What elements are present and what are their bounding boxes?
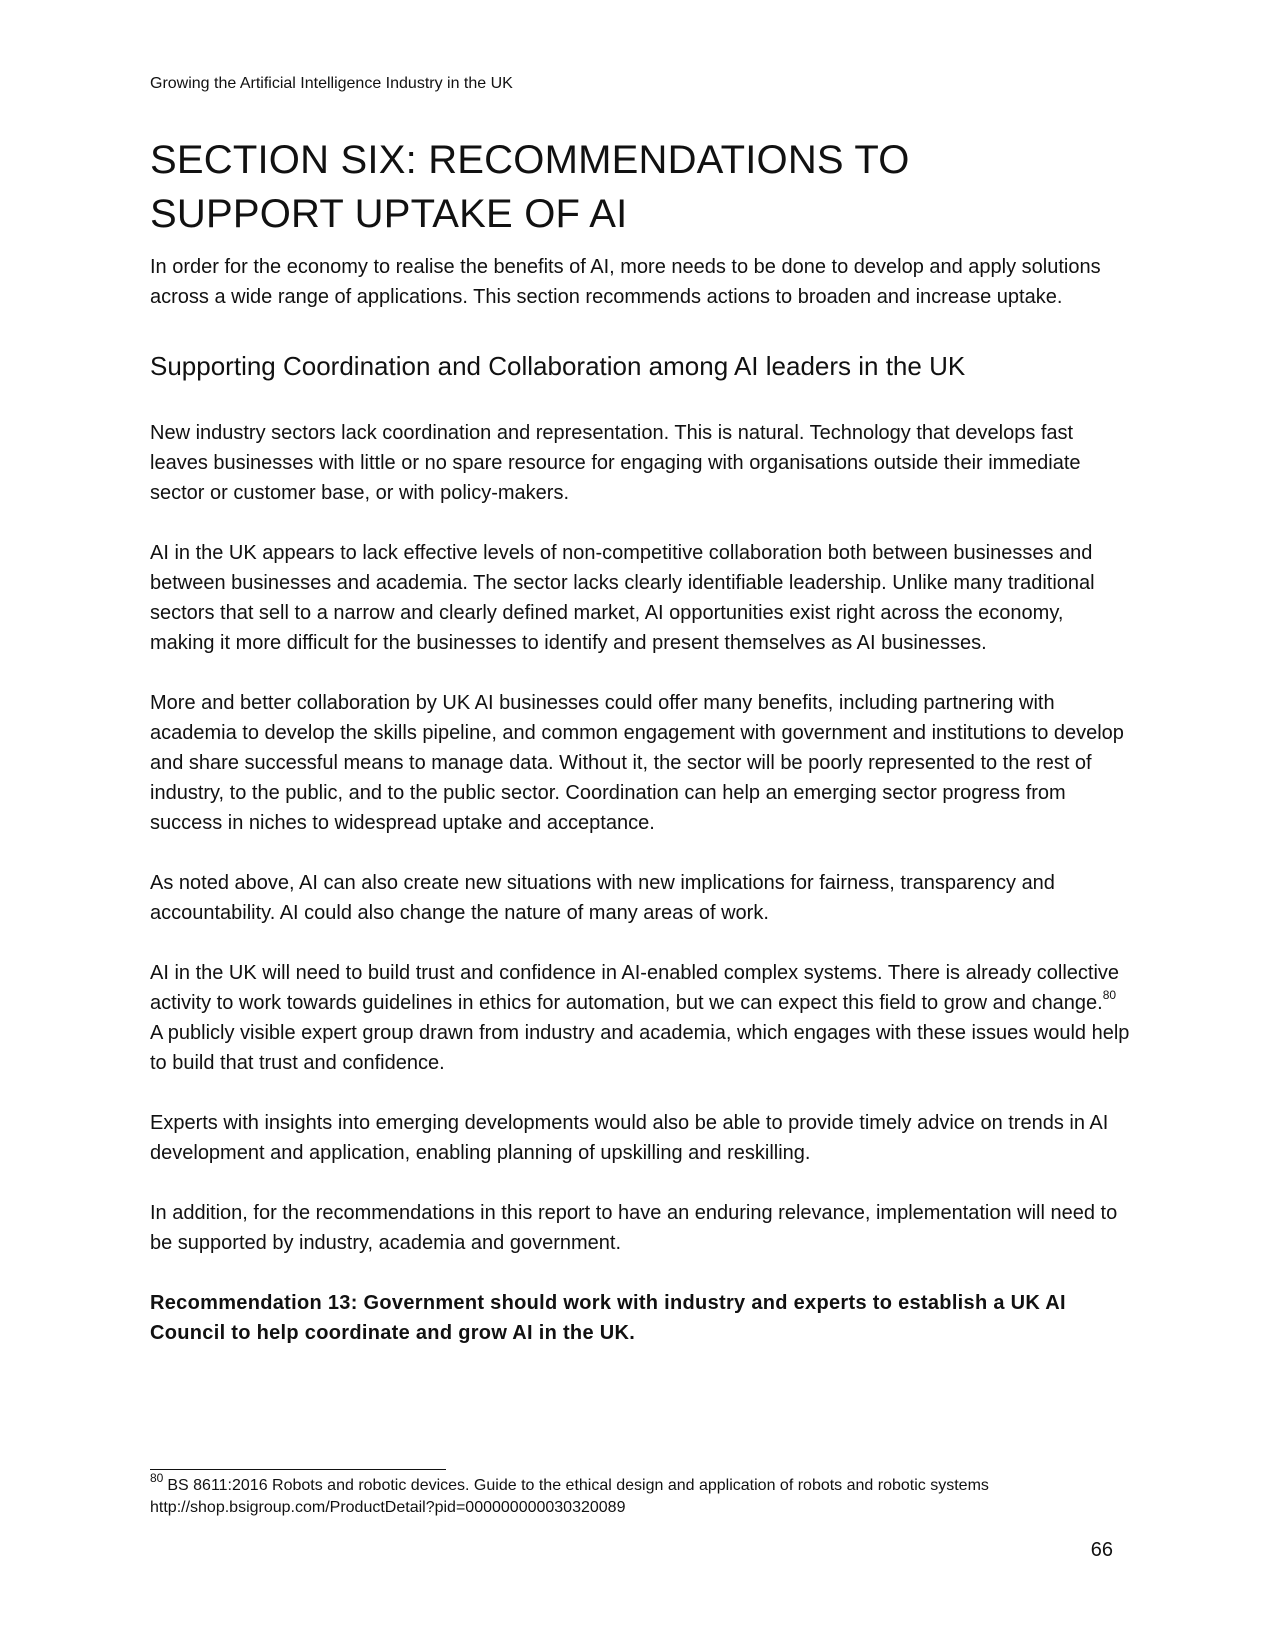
section-title-line-2: SUPPORT UPTAKE OF AI xyxy=(150,192,628,236)
section-intro: In order for the economy to realise the benefits of AI, more needs to be done to develop and apply solutions across a wide range of applications. This section recommends actions to broaden and increase uptake. xyxy=(150,256,1101,308)
paragraph-trust-part-1: AI in the UK will need to build trust and confidence in AI-enabled complex systems. There is already collective activity to work towards guidelines in ethics for automation, but we can expect this field to grow and change. xyxy=(150,962,1120,1014)
running-header: Growing the Artificial Intelligence Industry in the UK xyxy=(150,75,513,92)
footnote-divider xyxy=(150,1469,446,1470)
footnote xyxy=(150,1471,1140,1519)
page-number: 66 xyxy=(1090,1539,1113,1561)
paragraph-trust-part-2: A publicly visible expert group drawn from industry and academia, which engages with these issues would help to build that trust and confidence. xyxy=(150,1022,1130,1074)
section-title xyxy=(150,133,1150,241)
paragraph-implications: As noted above, AI can also create new situations with new implications for fairness, transparency and accountability. AI could also change the nature of many areas of work. xyxy=(150,872,1055,924)
paragraph-experts: Experts with insights into emerging developments would also be able to provide timely advice on trends in AI development and application, enabling planning of upskilling and reskilling. xyxy=(150,1112,1109,1164)
footnote-reference[interactable]: 80 xyxy=(1102,988,1117,1002)
paragraph-implementation: In addition, for the recommendations in this report to have an enduring relevance, implementation will need to be supported by industry, academia and government. xyxy=(150,1202,1118,1254)
body-content xyxy=(150,252,1130,1348)
paragraph-benefits: More and better collaboration by UK AI businesses could offer many benefits, including partnering with academia to develop the skills pipeline, and common engagement with government and institutions to develop and share successful means to manage data. Without it, the sector will be poorly represented to the rest of industry, to the public, and to the public sector. Coordination can help an emerging sector progress from success in niches to widespread uptake and acceptance. xyxy=(150,692,1124,834)
footnote-text: BS 8611:2016 Robots and robotic devices. Guide to the ethical design and application of robots and robotic systems http://shop.bsigroup.com/ProductDetail?pid=000000000030320089 xyxy=(150,1477,989,1516)
paragraph-coordination: New industry sectors lack coordination and representation. This is natural. Technology that develops fast leaves businesses with little or no spare resource for engaging with organisations outside their immediate sector or customer base, or with policy-makers. xyxy=(150,422,1081,504)
recommendation-13: Recommendation 13: Government should work with industry and experts to establish a UK AI Council to help coordinate and grow AI in the UK. xyxy=(150,1292,1066,1344)
paragraph-collaboration: AI in the UK appears to lack effective levels of non-competitive collaboration both between businesses and between businesses and academia. The sector lacks clearly identifiable leadership. Unlike many traditional sectors that sell to a narrow and clearly defined market, AI opportunities exist right across the economy, making it more difficult for the businesses to identify and present themselves as AI businesses. xyxy=(150,542,1095,654)
section-title-line-1: SECTION SIX: RECOMMENDATIONS TO xyxy=(150,138,910,182)
paragraph-trust xyxy=(150,958,1130,1078)
subsection-heading: Supporting Coordination and Collaboration among AI leaders in the UK xyxy=(150,351,966,381)
footnote-number: 80 xyxy=(150,1471,164,1485)
